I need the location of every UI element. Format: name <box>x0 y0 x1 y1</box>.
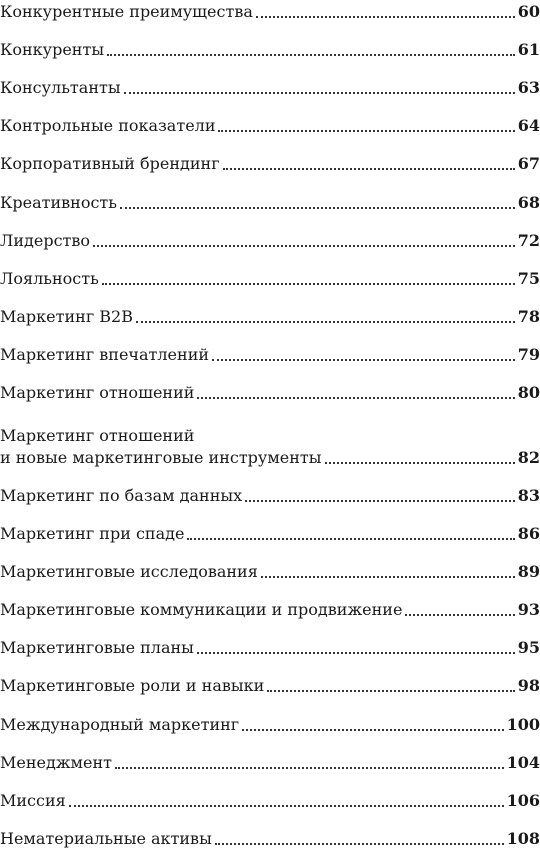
toc-entry[interactable] <box>0 425 540 469</box>
toc-entry-title-line: Креативность <box>0 193 117 212</box>
toc-entry[interactable] <box>0 828 540 850</box>
dot-leader <box>256 16 515 18</box>
toc-entry[interactable] <box>0 675 540 697</box>
dot-leader <box>93 245 515 247</box>
dot-leader <box>197 652 515 654</box>
toc-page-number: 100 <box>506 715 540 734</box>
toc-entry-title-line: Маркетинговые планы <box>0 638 194 657</box>
toc-entry-title <box>0 77 121 99</box>
toc-page-number: 67 <box>517 154 540 173</box>
toc-entry-title <box>0 230 90 252</box>
toc-entry-title-line: Маркетинг впечатлений <box>0 345 210 364</box>
toc-page-number: 86 <box>517 524 540 543</box>
toc-entry-title-line: Конкуренты <box>0 40 105 59</box>
toc-entry[interactable] <box>0 344 540 366</box>
toc-page-number: 63 <box>517 78 540 97</box>
toc-entry-title <box>0 268 99 290</box>
toc-entry-title <box>0 675 264 697</box>
dot-leader <box>223 168 515 170</box>
toc-entry[interactable] <box>0 485 540 507</box>
toc-page-number: 83 <box>517 486 540 505</box>
toc-entry-title <box>0 752 112 774</box>
toc-entry[interactable] <box>0 382 540 404</box>
toc-entry-title-line: Консультанты <box>0 78 121 97</box>
toc-entry-title-line: Лояльность <box>0 269 99 288</box>
toc-entry-title <box>0 425 322 469</box>
toc-entry-title-line: Маркетинговые исследования <box>0 562 258 581</box>
dot-leader <box>325 462 515 464</box>
toc-entry-title <box>0 790 66 812</box>
toc-entry-title-line: Маркетинг при спаде <box>0 524 185 543</box>
toc-page-number: 78 <box>517 307 540 326</box>
toc-entry[interactable] <box>0 714 540 736</box>
dot-leader <box>212 359 515 361</box>
toc-page-number: 72 <box>517 231 540 250</box>
toc-entry[interactable] <box>0 230 540 252</box>
dot-leader <box>261 576 515 578</box>
dot-leader <box>120 207 515 209</box>
toc-page-number: 89 <box>517 562 540 581</box>
toc-entry-title-line: Маркетинг отношений <box>0 383 195 402</box>
toc-entry-title <box>0 561 258 583</box>
dot-leader <box>405 614 514 616</box>
toc-entry[interactable] <box>0 306 540 328</box>
toc-entry-title <box>0 115 215 137</box>
toc-entry-title-line: Международный маркетинг <box>0 715 240 734</box>
toc-entry[interactable] <box>0 523 540 545</box>
toc-entry-title <box>0 382 194 404</box>
toc-entry-title-line: Маркетинг B2B <box>0 307 133 326</box>
dot-leader <box>187 538 514 540</box>
toc-entry[interactable] <box>0 77 540 99</box>
toc-entry[interactable] <box>0 268 540 290</box>
toc-entry-title <box>0 39 104 61</box>
toc-page-number: 98 <box>517 676 540 695</box>
toc-page-number: 95 <box>517 638 540 657</box>
toc-entry[interactable] <box>0 790 540 812</box>
dot-leader <box>136 321 515 323</box>
dot-leader <box>124 92 515 94</box>
toc-page-number: 64 <box>517 116 540 135</box>
toc-entry-title <box>0 344 209 366</box>
dot-leader <box>197 397 514 399</box>
toc-page-number: 80 <box>517 383 540 402</box>
dot-leader <box>218 130 514 132</box>
toc-entry[interactable] <box>0 599 540 621</box>
toc-entry-title-line: и новые маркетинговые инструменты <box>0 448 322 467</box>
toc-entry-title <box>0 828 212 850</box>
toc-page-number: 68 <box>517 193 540 212</box>
toc-entry-title-line: Корпоративный брендинг <box>0 154 220 173</box>
toc-page-number: 108 <box>506 829 540 848</box>
dot-leader <box>107 54 515 56</box>
toc-entry-title-line: Миссия <box>0 791 66 810</box>
dot-leader <box>242 729 503 731</box>
dot-leader <box>115 767 504 769</box>
toc-page-number: 82 <box>517 448 540 467</box>
toc-entry-title-line: Нематериальные активы <box>0 829 212 848</box>
toc-entry-title-line: Конкурентные преимущества <box>0 2 253 21</box>
toc-page-number: 60 <box>517 2 540 21</box>
toc-entry[interactable] <box>0 115 540 137</box>
toc-page-number: 93 <box>517 600 540 619</box>
toc-page-number: 79 <box>517 345 540 364</box>
toc-entry-title <box>0 192 117 214</box>
toc-page-number: 106 <box>506 791 540 810</box>
toc-entry-title-line: Маркетинговые коммуникации и продвижение <box>0 600 403 619</box>
toc-entry-title-line: Маркетинг по базам данных <box>0 486 243 505</box>
toc-page-number: 104 <box>506 753 540 772</box>
toc-entry-title-line: Маркетинг отношений <box>0 426 195 445</box>
toc-entry-title-line: Контрольные показатели <box>0 116 216 135</box>
toc-entry[interactable] <box>0 153 540 175</box>
dot-leader <box>102 283 515 285</box>
toc-entry-title <box>0 1 253 23</box>
toc-entry[interactable] <box>0 1 540 23</box>
toc-entry-title <box>0 637 194 659</box>
toc-entry-title-line: Маркетинговые роли и навыки <box>0 676 265 695</box>
dot-leader <box>267 690 514 692</box>
toc-entry-title <box>0 599 402 621</box>
toc-page-number: 75 <box>517 269 540 288</box>
dot-leader <box>69 805 504 807</box>
dot-leader <box>215 843 504 845</box>
toc-entry-title <box>0 485 242 507</box>
toc-entry-title-line: Менеджмент <box>0 753 112 772</box>
toc-entry-title <box>0 153 220 175</box>
toc-entry[interactable] <box>0 752 540 774</box>
toc-entry[interactable] <box>0 637 540 659</box>
dot-leader <box>245 500 515 502</box>
toc-entry[interactable] <box>0 561 540 583</box>
toc-entry-title <box>0 306 133 328</box>
toc-entry-title <box>0 714 239 736</box>
toc-entry[interactable] <box>0 39 540 61</box>
toc-entry[interactable] <box>0 192 540 214</box>
toc-entry-title-line: Лидерство <box>0 231 91 250</box>
toc-entry-title <box>0 523 184 545</box>
toc-page-number: 61 <box>517 40 540 59</box>
